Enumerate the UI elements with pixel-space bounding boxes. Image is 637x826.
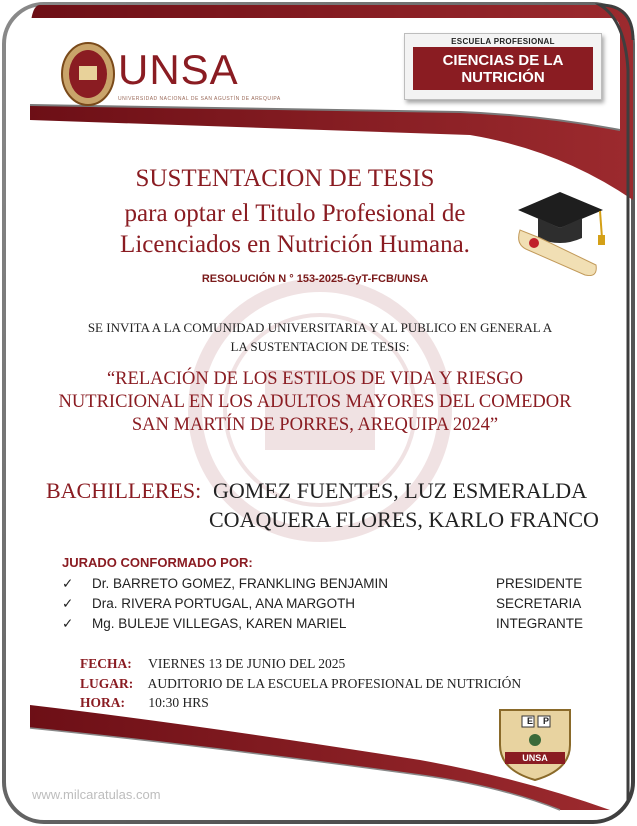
jury-heading: JURADO CONFORMADO POR: (62, 555, 253, 570)
time-row (80, 695, 209, 711)
bachiller-name-2: COAQUERA FLORES, KARLO FRANCO (209, 507, 599, 532)
check-icon: ✓ (62, 616, 74, 631)
unsa-emblem-icon (62, 43, 114, 105)
seal-letter-e: E (526, 716, 533, 726)
event-subtitle (60, 198, 530, 260)
school-name (413, 47, 593, 90)
jury-member-name: Dra. RIVERA PORTUGAL, ANA MARGOTH (92, 596, 356, 611)
jury-member-role: SECRETARIA (496, 596, 582, 611)
thesis-title-line1: “RELACIÓN DE LOS ESTILOS DE VIDA Y RIESGO (106, 369, 524, 389)
invitation-line2: LA SUSTENTACION DE TESIS: (230, 339, 410, 354)
jury-member-name: Mg. BULEJE VILLEGAS, KAREN MARIEL (92, 616, 347, 631)
site-watermark: www.milcaratulas.com (32, 787, 161, 802)
jury-member-name: Dr. BARRETO GOMEZ, FRANKLING BENJAMIN (92, 576, 389, 591)
resolution-number: RESOLUCIÓN N ° 153-2025-GyT-FCB/UNSA (201, 273, 429, 285)
event-subtitle-line1: para optar el Titulo Profesional de (124, 200, 466, 227)
thesis-title-line2: NUTRICIONAL EN LOS ADULTOS MAYORES DEL COMEDOR (58, 392, 572, 412)
check-icon: ✓ (62, 596, 74, 611)
thesis-title-line3: SAN MARTÍN DE PORRES, AREQUIPA 2024” (131, 415, 499, 435)
university-logo-text: UNSA (118, 46, 239, 93)
invitation-text (55, 318, 585, 356)
seal-letter-p: P (542, 716, 549, 726)
time-value: 10:30 HRS (148, 695, 209, 710)
check-icon: ✓ (62, 576, 74, 591)
jury-member-role: PRESIDENTE (496, 576, 583, 591)
jury-member-row (62, 616, 592, 636)
thesis-title (40, 368, 590, 437)
school-name-line2: NUTRICIÓN (461, 68, 545, 86)
school-name-line1: CIENCIAS DE LA (442, 51, 564, 69)
university-subtitle: UNIVERSIDAD NACIONAL DE SAN AGUSTÍN DE AREQUIPA (118, 96, 281, 102)
date-label: FECHA: (80, 656, 132, 671)
jury-member-role: INTEGRANTE (496, 616, 584, 631)
event-title: SUSTENTACION DE TESIS (135, 165, 435, 192)
invitation-line1: SE INVITA A LA COMUNIDAD UNIVERSITARIA Y AL PUBLICO EN GENERAL A (87, 320, 553, 335)
event-subtitle-line2: Licenciados en Nutrición Humana. (120, 231, 470, 258)
school-badge (404, 33, 602, 100)
bachilleres-label: BACHILLERES: (46, 478, 202, 503)
time-label: HORA: (80, 695, 125, 710)
date-row (80, 656, 345, 672)
place-row (80, 676, 521, 692)
place-label: LUGAR: (80, 676, 134, 691)
seal-text: UNSA (522, 753, 548, 763)
place-value: AUDITORIO DE LA ESCUELA PROFESIONAL DE NUTRICIÓN (147, 676, 522, 691)
date-value: VIERNES 13 DE JUNIO DEL 2025 (148, 656, 346, 671)
bachiller-name-1: GOMEZ FUENTES, LUZ ESMERALDA (213, 478, 587, 503)
jury-member-row (62, 576, 592, 596)
school-label: ESCUELA PROFESIONAL (451, 37, 555, 46)
jury-member-row (62, 596, 592, 616)
